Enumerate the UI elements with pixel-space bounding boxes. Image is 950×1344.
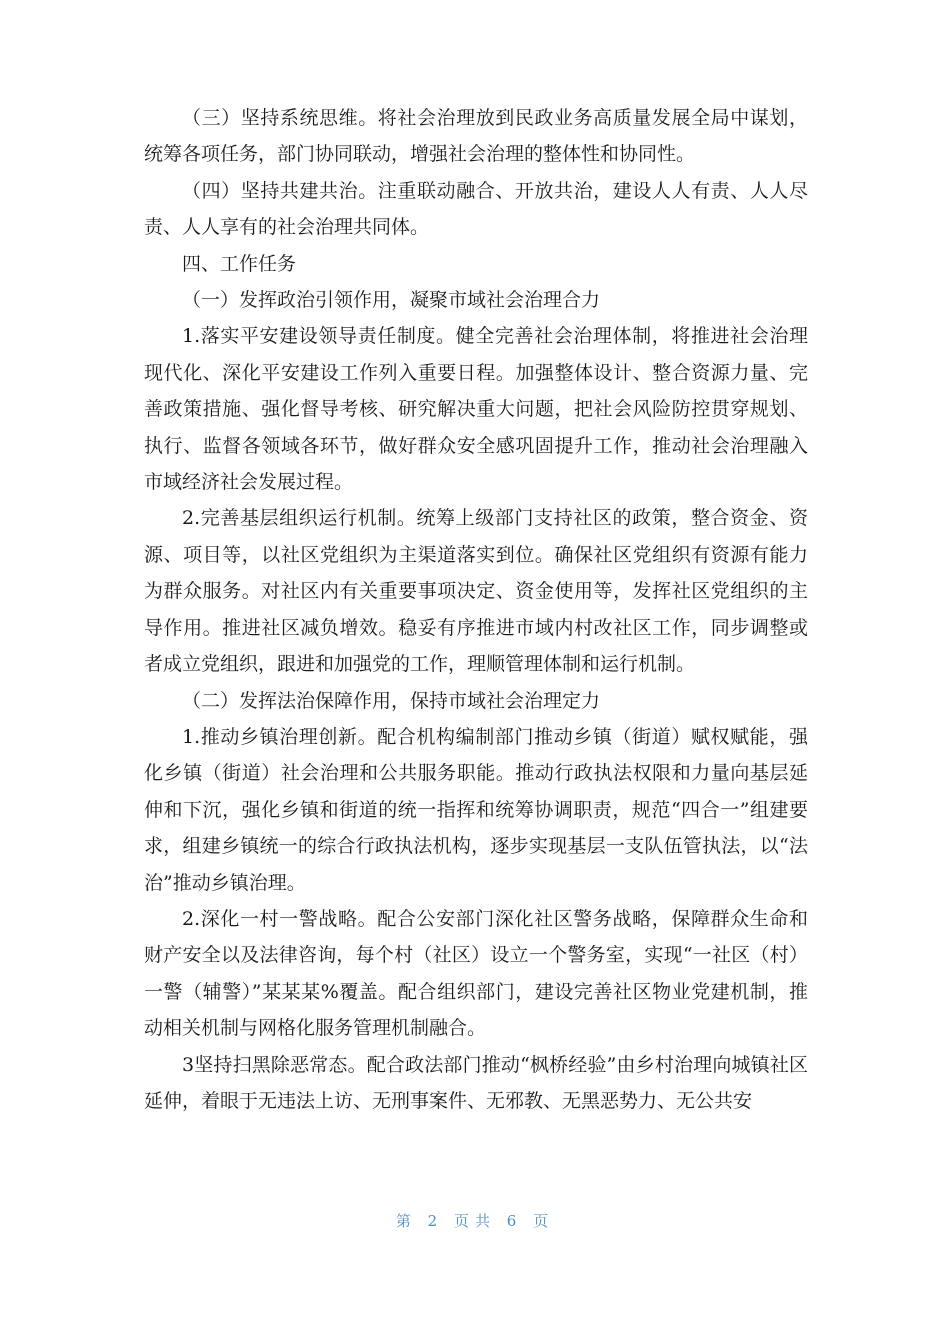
footer-prefix: 第 <box>395 1212 417 1230</box>
subheading-political-leadership: （一）发挥政治引领作用，凝聚市域社会治理合力 <box>182 289 601 312</box>
paragraph-task-2-1: 1.推动乡镇治理创新。配合机构编制部门推动乡镇（街道）赋权赋能，强化乡镇（街道）社会治理和公共服务职能。推动行政执法权限和力量向基层延伸和下沉，强化乡镇和街道的统一指挥和统筹协调职责，规范“四合一”组建要求，组建乡镇统一的综合行政执法机构，逐步实现基层一支队伍管执法，以“法治”推动乡镇治理。 <box>144 725 808 894</box>
paragraph-principle-3: （三）坚持系统思维。将社会治理放到民政业务高质量发展全局中谋划，统筹各项任务，部门协同联动，增强社会治理的整体性和协同性。 <box>144 107 808 166</box>
page-footer <box>0 1210 950 1231</box>
subheading-rule-of-law: （二）发挥法治保障作用，保持市域社会治理定力 <box>182 689 601 712</box>
document-body <box>144 100 808 1119</box>
footer-middle: 页共 <box>453 1212 496 1230</box>
footer-suffix: 页 <box>533 1212 555 1230</box>
section-heading-tasks: 四、工作任务 <box>182 252 297 275</box>
footer-current-page: 2 <box>427 1212 444 1230</box>
paragraph-task-1-1: 1.落实平安建设领导责任制度。健全完善社会治理体制，将推进社会治理现代化、深化平安建设工作列入重要日程。加强整体设计、整合资源力量、完善政策措施、强化督导考核、研究解决重大问题，把社会风险防控贯穿规划、执行、监督各领域各环节，做好群众安全感巩固提升工作，推动社会治理融入市域经济社会发展过程。 <box>144 325 808 494</box>
footer-total-pages: 6 <box>506 1212 523 1230</box>
paragraph-task-2-2: 2.深化一村一警战略。配合公安部门深化社区警务战略，保障群众生命和财产安全以及法律咨询，每个村（社区）设立一个警务室，实现“一社区（村）一警（辅警）”某某某%覆盖。配合组织部门，建设完善社区物业党建机制，推动相关机制与网格化服务管理机制融合。 <box>144 907 808 1040</box>
paragraph-task-1-2: 2.完善基层组织运行机制。统筹上级部门支持社区的政策，整合资金、资源、项目等，以社区党组织为主渠道落实到位。确保社区党组织有资源有能力为群众服务。对社区内有关重要事项决定、资金使用等，发挥社区党组织的主导作用。推进社区减负增效。稳妥有序推进市域内村改社区工作，同步调整或者成立党组织，跟进和加强党的工作，理顺管理体制和运行机制。 <box>144 507 808 676</box>
paragraph-principle-4: （四）坚持共建共治。注重联动融合、开放共治，建设人人有责、人人尽责、人人享有的社会治理共同体。 <box>144 179 808 239</box>
paragraph-task-2-3: 3坚持扫黑除恶常态。配合政法部门推动“枫桥经验”由乡村治理向城镇社区延伸，着眼于无违法上访、无刑事案件、无邪教、无黑恶势力、无公共安 <box>144 1053 808 1112</box>
